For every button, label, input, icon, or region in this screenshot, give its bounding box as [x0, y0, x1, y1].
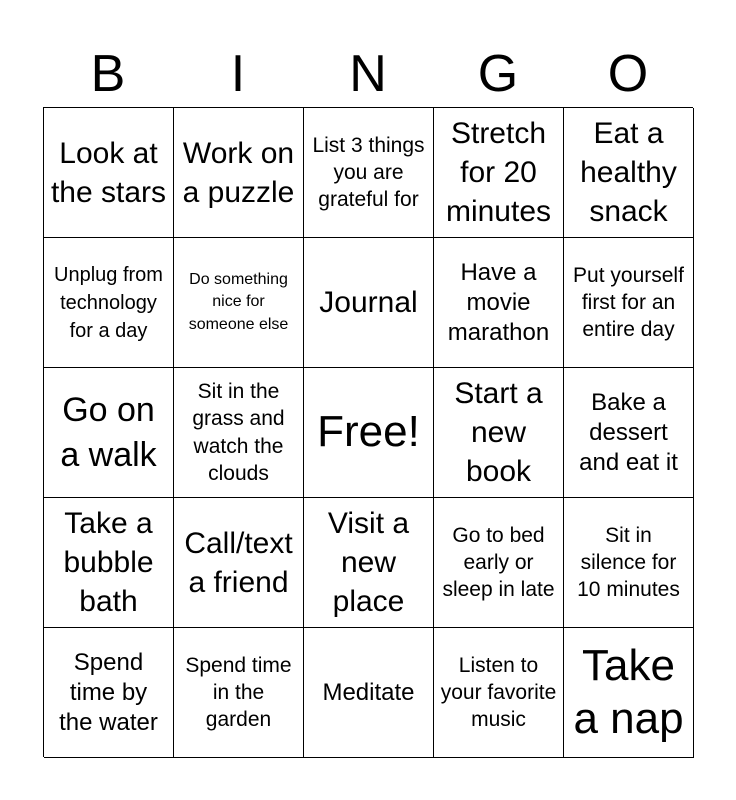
header-letter-o: O — [607, 45, 649, 103]
bingo-cell: Meditate — [304, 628, 434, 758]
bingo-cell: Unplug from technology for a day — [44, 238, 174, 368]
bingo-cell: Bake a dessert and eat it — [564, 368, 694, 498]
bingo-cell: Work on a puzzle — [174, 108, 304, 238]
header-letter-b: B — [90, 45, 126, 103]
bingo-cell: Eat a healthy snack — [564, 108, 694, 238]
header-letter-i: I — [230, 45, 246, 103]
bingo-cell: Spend time in the garden — [174, 628, 304, 758]
bingo-cell-free: Free! — [304, 368, 434, 498]
bingo-grid — [43, 107, 693, 757]
header-letter-g: G — [477, 45, 519, 103]
header-letter-n: N — [349, 45, 387, 103]
bingo-cell: Listen to your favorite music — [434, 628, 564, 758]
bingo-cell: Sit in silence for 10 minutes — [564, 498, 694, 628]
bingo-cell: Take a nap — [564, 628, 694, 758]
bingo-cell: Go to bed early or sleep in late — [434, 498, 564, 628]
bingo-cell: Start a new book — [434, 368, 564, 498]
bingo-cell: Call/text a friend — [174, 498, 304, 628]
bingo-cell: Take a bubble bath — [44, 498, 174, 628]
bingo-cell: Journal — [304, 238, 434, 368]
bingo-cell: Have a movie marathon — [434, 238, 564, 368]
bingo-cell: Sit in the grass and watch the clouds — [174, 368, 304, 498]
bingo-cell: Visit a new place — [304, 498, 434, 628]
bingo-cell: Go on a walk — [44, 368, 174, 498]
bingo-cell: Spend time by the water — [44, 628, 174, 758]
bingo-cell: Stretch for 20 minutes — [434, 108, 564, 238]
bingo-cell: Look at the stars — [44, 108, 174, 238]
bingo-header — [43, 40, 693, 108]
bingo-cell: List 3 things you are grateful for — [304, 108, 434, 238]
bingo-cell: Put yourself first for an entire day — [564, 238, 694, 368]
bingo-cell: Do something nice for someone else — [174, 238, 304, 368]
